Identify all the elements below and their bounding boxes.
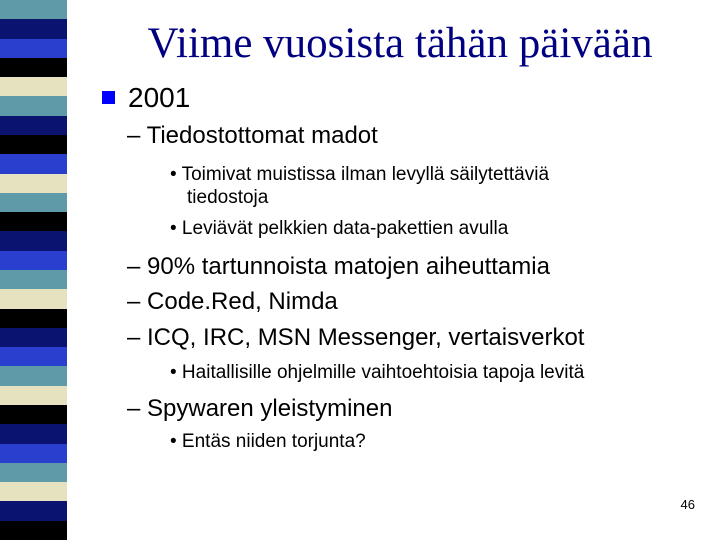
strip-block (0, 405, 67, 425)
strip-block (0, 212, 67, 232)
strip-block (0, 309, 67, 329)
strip-block (0, 174, 67, 194)
bullet-memory-cont: tiedostoja (187, 187, 269, 208)
decorative-strip (0, 0, 67, 540)
bullet-packets: • Leviävät pelkkien data-pakettien avulla (170, 218, 509, 239)
strip-block (0, 96, 67, 116)
strip-block (0, 116, 67, 136)
strip-block (0, 424, 67, 444)
strip-block (0, 154, 67, 174)
strip-block (0, 58, 67, 78)
strip-block (0, 482, 67, 502)
strip-block (0, 501, 67, 521)
strip-block (0, 251, 67, 271)
bullet-alternative-ways: • Haitallisille ohjelmille vaihtoehtoisia tapoja levitä (170, 362, 585, 383)
strip-block (0, 135, 67, 155)
bullet-memory: • Toimivat muistissa ilman levyllä säilytettäviä (170, 164, 550, 185)
sub-item-fileless-worms: – Tiedostottomat madot (127, 122, 378, 149)
sub-item-90-percent: – 90% tartunnoista matojen aiheuttamia (127, 253, 550, 280)
strip-block (0, 386, 67, 406)
strip-block (0, 270, 67, 290)
level1-item: 2001 (128, 82, 191, 113)
strip-block (0, 521, 67, 540)
strip-block (0, 231, 67, 251)
strip-block (0, 366, 67, 386)
strip-block (0, 193, 67, 213)
strip-block (0, 444, 67, 464)
strip-block (0, 77, 67, 97)
strip-block (0, 347, 67, 367)
strip-block (0, 289, 67, 309)
strip-block (0, 0, 67, 20)
strip-block (0, 39, 67, 59)
bullet-square-icon (102, 91, 115, 104)
strip-block (0, 19, 67, 39)
page-number: 46 (680, 497, 695, 512)
strip-block (0, 463, 67, 483)
sub-item-spyware: – Spywaren yleistyminen (127, 395, 393, 422)
strip-block (0, 328, 67, 348)
sub-item-icq-irc-msn: – ICQ, IRC, MSN Messenger, vertaisverkot (127, 324, 585, 351)
sub-item-codered-nimda: – Code.Red, Nimda (127, 288, 338, 315)
slide-title: Viime vuosista tähän päivään (147, 20, 653, 67)
bullet-countermeasures: • Entäs niiden torjunta? (170, 431, 366, 452)
